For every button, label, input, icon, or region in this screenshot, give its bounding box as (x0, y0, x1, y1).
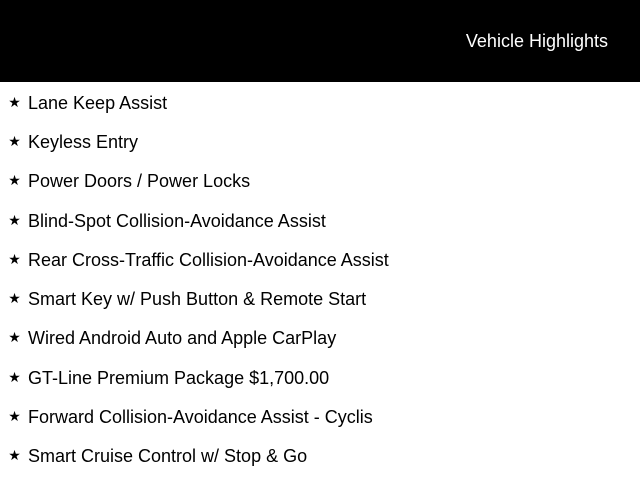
list-item-label: Keyless Entry (28, 131, 139, 152)
highlights-list (0, 82, 640, 475)
list-item-label: Rear Cross-Traffic Collision-Avoidance Assist (28, 249, 389, 270)
star-icon: ★ (8, 448, 21, 465)
list-item (0, 200, 640, 239)
star-icon: ★ (8, 369, 21, 386)
list-item (0, 82, 640, 121)
list-item-label: Smart Key w/ Push Button & Remote Start (28, 289, 367, 310)
star-icon: ★ (8, 291, 21, 308)
list-item-label: Blind-Spot Collision-Avoidance Assist (28, 210, 326, 231)
list-item (0, 396, 640, 435)
list-item (0, 161, 640, 200)
list-item (0, 121, 640, 160)
star-icon: ★ (8, 251, 21, 268)
star-icon: ★ (8, 94, 21, 111)
header-bar (0, 0, 640, 82)
list-item-label: Wired Android Auto and Apple CarPlay (28, 328, 337, 349)
list-item (0, 318, 640, 357)
star-icon: ★ (8, 409, 21, 426)
star-icon: ★ (8, 133, 21, 150)
list-item-label: Forward Collision-Avoidance Assist - Cyclis (28, 407, 373, 428)
list-item-label: GT-Line Premium Package $1,700.00 (28, 367, 330, 388)
star-icon: ★ (8, 212, 21, 229)
list-item-label: Power Doors / Power Locks (28, 171, 251, 192)
page-title: Vehicle Highlights (465, 31, 608, 51)
star-icon: ★ (8, 173, 21, 190)
list-item-label: Smart Cruise Control w/ Stop & Go (28, 446, 308, 467)
star-icon: ★ (8, 330, 21, 347)
list-item (0, 436, 640, 475)
list-item (0, 357, 640, 396)
list-item-label: Lane Keep Assist (28, 92, 168, 113)
list-item (0, 239, 640, 278)
list-item (0, 278, 640, 317)
